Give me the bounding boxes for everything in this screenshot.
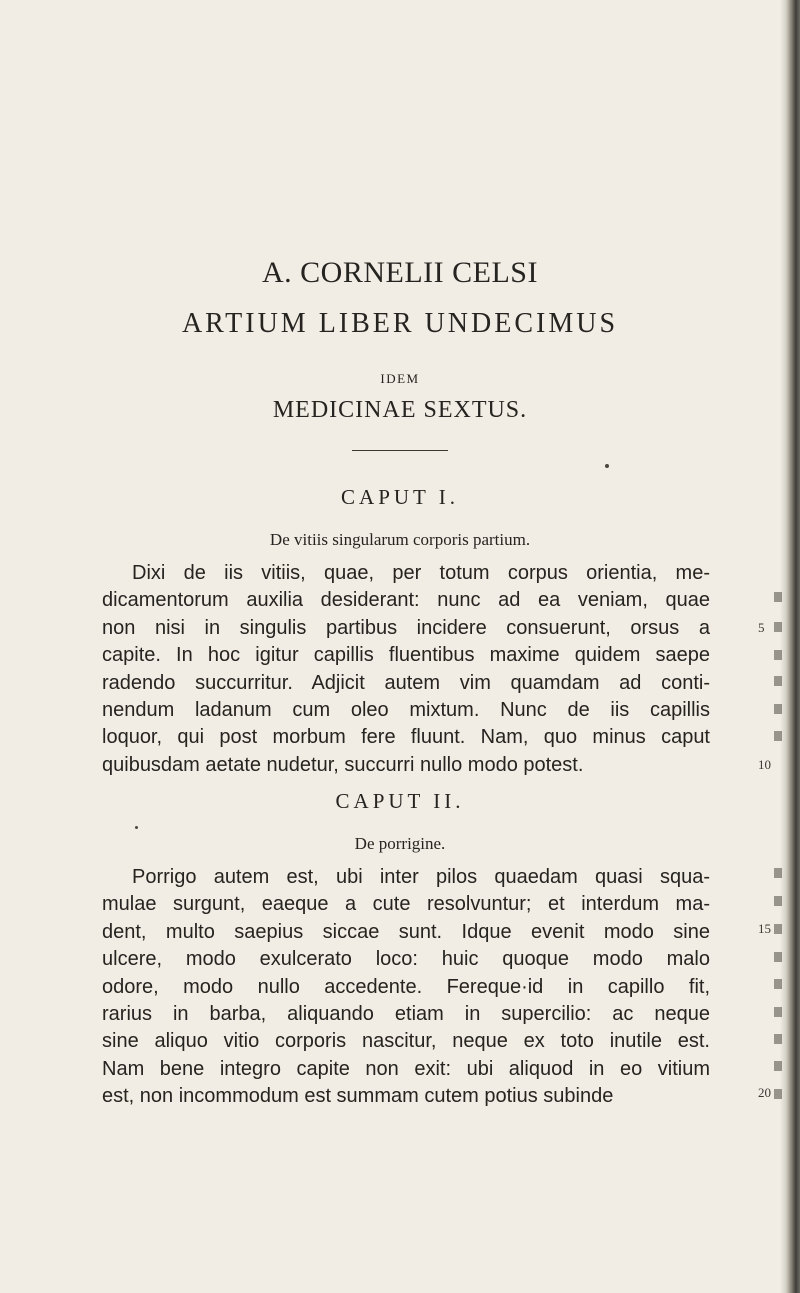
bleed-mark (774, 676, 782, 686)
text-line: dent, multo saepius siccae sunt. Idque evenit modo sine (102, 920, 710, 943)
text-line: capite. In hoc igitur capillis fluentibus maxime quidem saepe (102, 644, 710, 667)
chapter-1-subheading: De vitiis singularum corporis partium. (269, 530, 531, 549)
bleed-mark (774, 704, 782, 714)
line-number: 10 (758, 757, 771, 772)
bleed-mark (774, 924, 782, 934)
bleed-mark (774, 896, 782, 906)
bleed-mark (774, 731, 782, 741)
bleed-mark (774, 1007, 782, 1017)
chapter-2-heading: CAPUT II. (335, 789, 465, 813)
chapter-2-paragraph (102, 864, 710, 1111)
bleed-mark (774, 622, 782, 632)
chapter-1-heading: CAPUT I. (341, 485, 459, 509)
line-number: 5 (758, 620, 765, 635)
bleed-mark (774, 1061, 782, 1071)
line-number: 15 (758, 921, 771, 936)
chapter-2-subheading: De porrigine. (354, 834, 446, 853)
chapter-1-paragraph (102, 560, 710, 779)
text-line: rarius in barba, aliquando etiam in supercilio: ac neque (102, 1003, 710, 1026)
text-line: sine aliquo vitio corporis nascitur, neque ex toto inutile est. (102, 1030, 710, 1053)
text-line: loquor, qui post morbum fere fluunt. Nam, quo minus caput (102, 726, 710, 749)
page-edge (786, 0, 800, 1293)
text-line: Nam bene integro capite non exit: ubi aliquod in eo vitium (102, 1057, 710, 1080)
text-line: non nisi in singulis partibus incidere consuerunt, orsus a (102, 616, 710, 639)
bleed-mark (774, 1089, 782, 1099)
text-line: quibusdam aetate nudetur, succurri nullo modo potest. (102, 753, 584, 776)
idem-label: IDEM (380, 371, 420, 386)
subtitle: MEDICINAE SEXTUS. (272, 397, 528, 423)
bleed-mark (774, 592, 782, 602)
bleed-mark (774, 650, 782, 660)
title-divider (352, 450, 448, 451)
bleed-mark (774, 979, 782, 989)
text-line: odore, modo nullo accedente. Fereque·id in capillo fit, (102, 975, 710, 998)
text-line: nendum ladanum cum oleo mixtum. Nunc de iis capillis (102, 699, 710, 722)
text-line: radendo succurritur. Adjicit autem vim quamdam ad conti- (102, 671, 710, 694)
work-title: ARTIUM LIBER UNDECIMUS (181, 308, 619, 339)
author-title: A. CORNELII CELSI (262, 256, 538, 289)
text-line: ulcere, modo exulcerato loco: huic quoque modo malo (102, 948, 710, 971)
text-line: mulae surgunt, eaeque a cute resolvuntur; et interdum ma- (102, 893, 710, 916)
bleed-mark (774, 1034, 782, 1044)
text-line: Dixi de iis vitiis, quae, per totum corpus orientia, me- (132, 562, 710, 584)
line-number: 20 (758, 1085, 771, 1100)
print-speck (135, 826, 138, 829)
print-speck (605, 464, 609, 468)
text-line: Porrigo autem est, ubi inter pilos quaedam quasi squa- (132, 866, 710, 888)
bleed-mark (774, 868, 782, 878)
bleed-mark (774, 952, 782, 962)
text-line: est, non incommodum est summam cutem potius subinde (102, 1085, 614, 1108)
text-line: dicamentorum auxilia desiderant: nunc ad ea veniam, quae (102, 589, 710, 612)
